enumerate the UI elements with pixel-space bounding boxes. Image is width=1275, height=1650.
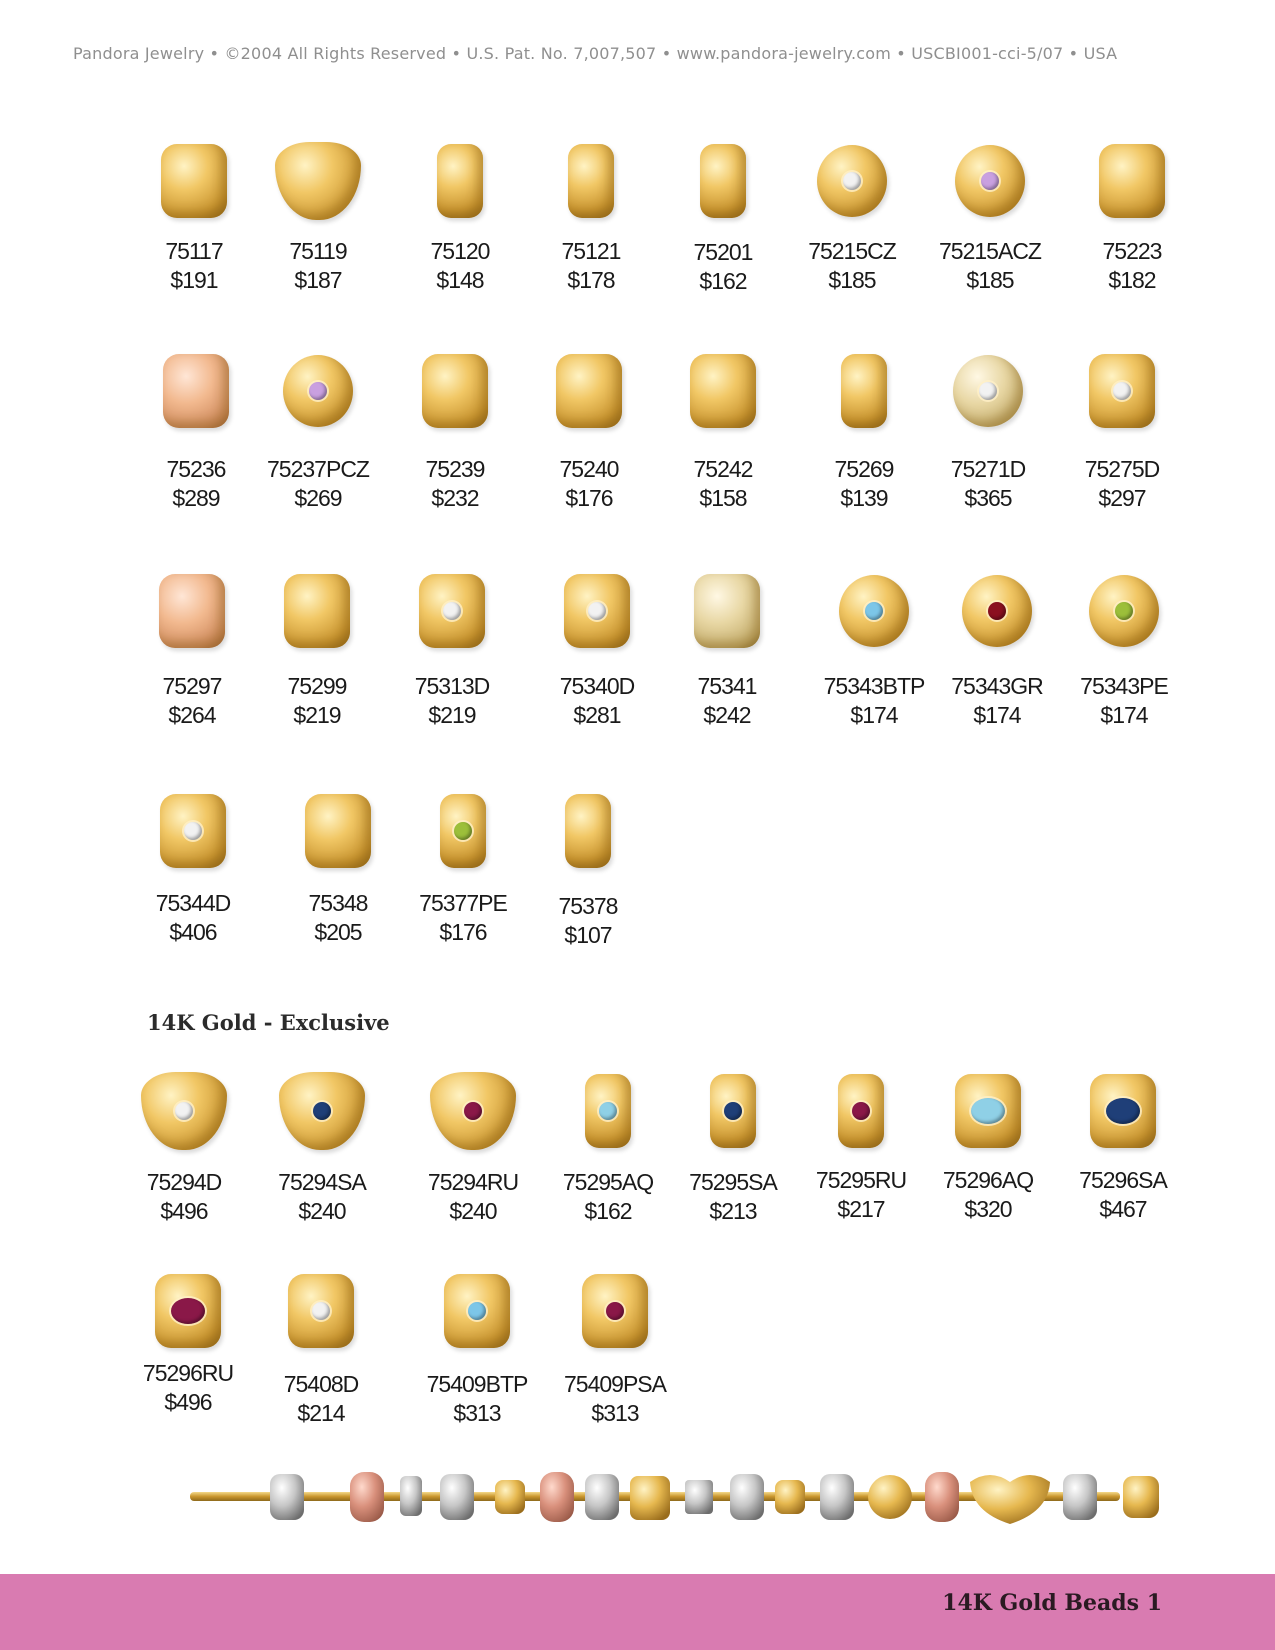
bead-body (839, 575, 909, 647)
product-code: 75297 (162, 673, 222, 699)
product-code: 75237PCZ (267, 456, 369, 482)
product-code: 75296SA (1079, 1167, 1167, 1193)
bead-body (284, 574, 350, 648)
bead-gemstone (468, 1302, 486, 1320)
product-75119 (254, 135, 382, 295)
exclusive-product-75296ru (124, 1265, 252, 1417)
product-code: 75378 (558, 893, 618, 919)
product-price: $174 (1100, 702, 1148, 728)
product-code: 75121 (561, 238, 621, 264)
bead-gemstone (865, 602, 883, 620)
bead-body (161, 144, 227, 218)
bead-gemstone (843, 172, 861, 190)
bead-body (955, 145, 1025, 217)
bead-image (271, 565, 363, 657)
bead-body (568, 144, 614, 218)
product-code: 75295RU (815, 1167, 907, 1193)
bead-gemstone (454, 822, 472, 840)
product-code: 75236 (166, 456, 226, 482)
product-75340d (533, 565, 661, 730)
bead-gemstone (184, 822, 202, 840)
bead-body (288, 1274, 354, 1348)
bead-gemstone (171, 1298, 205, 1324)
product-price: $320 (964, 1196, 1012, 1222)
exclusive-product-75408d (257, 1265, 385, 1428)
bead-gemstone (724, 1102, 742, 1120)
product-code: 75269 (834, 456, 894, 482)
bead-image (147, 785, 239, 877)
product-75215acz (926, 135, 1054, 295)
exclusive-product-75294sa (258, 1065, 386, 1226)
bead-body (962, 575, 1032, 647)
exclusive-product-75294d (120, 1065, 248, 1226)
bead-body (155, 1274, 221, 1348)
bead-image (542, 785, 634, 877)
product-code: 75299 (287, 673, 347, 699)
bead-image (818, 345, 910, 437)
product-code: 75408D (283, 1371, 359, 1397)
product-75121 (527, 135, 655, 295)
product-75343btp (810, 565, 938, 730)
bead-image (146, 565, 238, 657)
bead-gemstone (309, 382, 327, 400)
bead-image (142, 1265, 234, 1357)
bead-image (1086, 135, 1178, 227)
product-75344d (129, 785, 257, 947)
product-75377pe (399, 785, 527, 947)
bead-body (159, 574, 225, 648)
exclusive-product-75296aq (924, 1065, 1052, 1224)
product-price: $139 (840, 485, 888, 511)
bead-body (279, 1072, 365, 1150)
exclusive-product-75295aq (544, 1065, 672, 1226)
bead-gemstone (988, 602, 1006, 620)
bead-image (414, 135, 506, 227)
bead-image (292, 785, 384, 877)
footer-band (0, 1574, 1275, 1650)
bead-image (815, 1065, 907, 1157)
bead-body (141, 1072, 227, 1150)
product-price: $365 (964, 485, 1012, 511)
product-code: 75409BTP (426, 1371, 528, 1397)
bead-gemstone (1106, 1098, 1140, 1124)
bead-body (440, 794, 486, 868)
bead-image (681, 565, 773, 657)
product-75297 (128, 565, 256, 730)
product-code: 75313D (414, 673, 490, 699)
product-price: $269 (294, 485, 342, 511)
product-price: $496 (160, 1198, 208, 1224)
bead-body (437, 144, 483, 218)
product-code: 75275D (1084, 456, 1160, 482)
bead-image (417, 785, 509, 877)
product-price: $213 (709, 1198, 757, 1224)
product-75120 (396, 135, 524, 295)
product-price: $313 (591, 1400, 639, 1426)
bead-image (942, 345, 1034, 437)
bead-gemstone (971, 1098, 1005, 1124)
product-price: $217 (837, 1196, 885, 1222)
bead-gemstone (852, 1102, 870, 1120)
product-price: $406 (169, 919, 217, 945)
bead-body (444, 1274, 510, 1348)
product-code: 75348 (308, 890, 368, 916)
exclusive-product-75409psa (551, 1265, 679, 1428)
product-75236 (132, 345, 260, 513)
product-price: $240 (298, 1198, 346, 1224)
product-price: $162 (584, 1198, 632, 1224)
product-price: $467 (1099, 1196, 1147, 1222)
product-price: $242 (703, 702, 751, 728)
bead-gemstone (588, 602, 606, 620)
product-75343pe (1060, 565, 1188, 730)
page-header: Pandora Jewelry • ©2004 All Rights Reserved • U.S. Pat. No. 7,007,507 • www.pandora-jewelry.com • USCBI001-cci-5/07 • USA (73, 44, 1118, 63)
bead-image (551, 565, 643, 657)
bead-body (419, 574, 485, 648)
bead-image (138, 1065, 230, 1157)
bead-body (690, 354, 756, 428)
bead-image (1077, 1065, 1169, 1157)
product-price: $176 (439, 919, 487, 945)
bead-body (953, 355, 1023, 427)
bead-body (694, 574, 760, 648)
product-price: $158 (699, 485, 747, 511)
bead-body (1089, 354, 1155, 428)
bead-image (272, 135, 364, 227)
bead-gemstone (1113, 382, 1131, 400)
bead-body (710, 1074, 756, 1148)
product-price: $182 (1108, 267, 1156, 293)
bead-gemstone (313, 1102, 331, 1120)
product-price: $162 (699, 268, 747, 294)
product-75215cz (788, 135, 916, 295)
bead-body (1089, 575, 1159, 647)
bead-body (585, 1074, 631, 1148)
product-price: $219 (293, 702, 341, 728)
product-price: $281 (573, 702, 621, 728)
bead-image (828, 565, 920, 657)
bead-gemstone (981, 172, 999, 190)
product-price: $264 (168, 702, 216, 728)
product-75299 (253, 565, 381, 730)
product-price: $176 (565, 485, 613, 511)
footer-page-title: 14K Gold Beads 1 (942, 1590, 1162, 1616)
product-price: $297 (1098, 485, 1146, 511)
bead-image (944, 135, 1036, 227)
bead-image (431, 1265, 523, 1357)
product-75242 (659, 345, 787, 513)
bead-body (283, 355, 353, 427)
product-75237pcz (254, 345, 382, 513)
product-code: 75240 (559, 456, 619, 482)
product-price: $232 (431, 485, 479, 511)
bead-image (545, 135, 637, 227)
bead-gemstone (606, 1302, 624, 1320)
product-price: $219 (428, 702, 476, 728)
bead-gemstone (599, 1102, 617, 1120)
bead-image (942, 1065, 1034, 1157)
bead-body (1090, 1074, 1156, 1148)
bead-body (817, 145, 887, 217)
product-code: 75295SA (689, 1169, 777, 1195)
product-price: $185 (966, 267, 1014, 293)
bead-body (556, 354, 622, 428)
product-code: 75296RU (142, 1360, 234, 1386)
product-price: $148 (436, 267, 484, 293)
bead-body (1099, 144, 1165, 218)
product-price: $496 (164, 1389, 212, 1415)
bead-body (430, 1072, 516, 1150)
product-code: 75294D (146, 1169, 222, 1195)
product-price: $185 (828, 267, 876, 293)
product-code: 75271D (950, 456, 1026, 482)
exclusive-product-75294ru (409, 1065, 537, 1226)
product-code: 75344D (155, 890, 231, 916)
product-price: $178 (567, 267, 615, 293)
product-code: 75239 (425, 456, 485, 482)
bracelet-image (185, 1452, 1165, 1552)
product-code: 75343BTP (823, 673, 925, 699)
product-75223 (1068, 135, 1196, 295)
product-code: 75296AQ (942, 1167, 1034, 1193)
product-code: 75294SA (278, 1169, 366, 1195)
product-75313d (388, 565, 516, 730)
product-75239 (391, 345, 519, 513)
bead-image (150, 345, 242, 437)
product-75341 (663, 565, 791, 730)
bead-gemstone (979, 382, 997, 400)
bead-body (275, 142, 361, 220)
product-code: 75409PSA (564, 1371, 666, 1397)
bead-body (163, 354, 229, 428)
product-price: $240 (449, 1198, 497, 1224)
bead-body (564, 574, 630, 648)
bead-body (700, 144, 746, 218)
bead-body (305, 794, 371, 868)
exclusive-product-75296sa (1059, 1065, 1187, 1224)
bead-gemstone (1115, 602, 1133, 620)
bead-image (543, 345, 635, 437)
bead-image (406, 565, 498, 657)
exclusive-product-75295sa (669, 1065, 797, 1226)
bead-image (569, 1265, 661, 1357)
product-code: 75377PE (419, 890, 507, 916)
bead-body (582, 1274, 648, 1348)
bead-body (422, 354, 488, 428)
product-code: 75294RU (427, 1169, 519, 1195)
bead-body (565, 794, 611, 868)
bead-image (806, 135, 898, 227)
product-code: 75341 (697, 673, 757, 699)
product-price: $191 (170, 267, 218, 293)
bead-image (427, 1065, 519, 1157)
bead-image (562, 1065, 654, 1157)
product-price: $174 (973, 702, 1021, 728)
bead-image (951, 565, 1043, 657)
product-code: 75343GR (951, 673, 1043, 699)
product-75271d (924, 345, 1052, 513)
bead-image (1078, 565, 1170, 657)
product-75201 (659, 135, 787, 296)
product-code: 75242 (693, 456, 753, 482)
bead-body (838, 1074, 884, 1148)
exclusive-product-75409btp (413, 1265, 541, 1428)
bead-image (275, 1265, 367, 1357)
bead-image (409, 345, 501, 437)
product-price: $205 (314, 919, 362, 945)
product-75348 (274, 785, 402, 947)
product-75343gr (933, 565, 1061, 730)
bead-image (148, 135, 240, 227)
exclusive-product-75295ru (797, 1065, 925, 1224)
product-price: $289 (172, 485, 220, 511)
product-code: 75340D (559, 673, 635, 699)
product-75275d (1058, 345, 1186, 513)
bead-gemstone (464, 1102, 482, 1120)
section-title-exclusive: 14K Gold - Exclusive (147, 1010, 390, 1035)
product-price: $174 (850, 702, 898, 728)
product-75117 (130, 135, 258, 295)
product-price: $214 (297, 1400, 345, 1426)
bead-image (1076, 345, 1168, 437)
bead-image (687, 1065, 779, 1157)
product-price: $187 (294, 267, 342, 293)
product-code: 75215ACZ (939, 238, 1041, 264)
bead-body (955, 1074, 1021, 1148)
product-code: 75117 (165, 238, 223, 264)
product-code: 75295AQ (562, 1169, 654, 1195)
bead-body (160, 794, 226, 868)
product-75240 (525, 345, 653, 513)
product-code: 75119 (289, 238, 347, 264)
bead-image (272, 345, 364, 437)
product-code: 75343PE (1080, 673, 1168, 699)
bead-gemstone (443, 602, 461, 620)
product-code: 75201 (693, 239, 753, 265)
product-code: 75120 (430, 238, 490, 264)
product-code: 75215CZ (808, 238, 896, 264)
bead-gemstone (312, 1302, 330, 1320)
bead-image (677, 345, 769, 437)
bead-image (677, 135, 769, 227)
bead-gemstone (175, 1102, 193, 1120)
product-price: $313 (453, 1400, 501, 1426)
product-code: 75223 (1102, 238, 1162, 264)
bead-image (276, 1065, 368, 1157)
bead-body (841, 354, 887, 428)
product-75269 (800, 345, 928, 513)
product-price: $107 (564, 922, 612, 948)
product-75378 (524, 785, 652, 950)
